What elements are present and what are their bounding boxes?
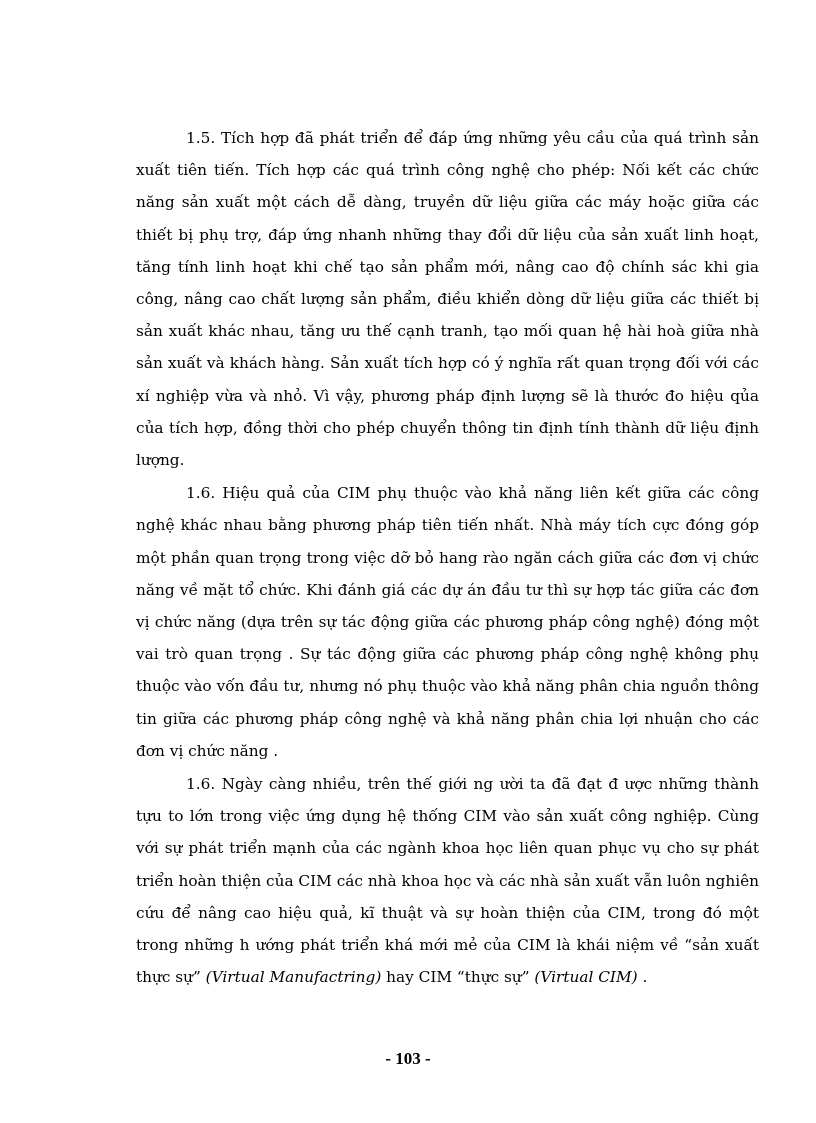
page-number: - 103 - <box>385 1049 431 1068</box>
paragraph-text-end: . <box>637 968 648 987</box>
paragraph-1-6-cim-development <box>136 768 759 993</box>
paragraph-text: 1.6. Ngày càng nhiều, trên thế giới ng ười ta đã đạt đ ược những thành tựu to lớn trong việc ứng dụng hệ thống CIM vào sản xuất công nghiệp. Cùng với sự phát triển mạnh của các ngành khoa học liên quan phục vụ cho sự phát triển hoàn thiện của CIM các nhà khoa học và các nhà sản xuất vẫn luôn nghiên cứu để nâng cao hiệu quả, kĩ thuật và sự hoàn thiện của CIM, trong đó một trong những h ướng phát triển khá mới mẻ của CIM là khái niệm về “sản xuất thực sự” <box>136 775 759 987</box>
paragraph-1-6-cim-efficiency: 1.6. Hiệu quả của CIM phụ thuộc vào khả năng liên kết giữa các công nghệ khác nhau bằng phương pháp tiên tiến nhất. Nhà máy tích cực đóng góp một phần quan trọng trong việc dỡ bỏ hang rào ngăn cách giữa các đơn vị chức năng về mặt tổ chức. Khi đánh giá các dự án đầu tư thì sự hợp tác giữa các đơn vị chức năng (dựa trên sự tác động giữa các phương pháp công nghệ) đóng một vai trò quan trọng . Sự tác động giữa các phương pháp công nghệ không phụ thuộc vào vốn đầu tư, nhưng nó phụ thuộc vào khả năng phân chia nguồn thông tin giữa các phương pháp công nghệ và khả năng phân chia lợi nhuận cho các đơn vị chức năng . <box>136 484 759 760</box>
paragraph-1-5: 1.5. Tích hợp đã phát triển để đáp ứng những yêu cầu của quá trình sản xuất tiên tiến. Tích hợp các quá trình công nghệ cho phép: Nối kết các chức năng sản xuất một cách dễ dàng, truyền dữ liệu giữa các máy hoặc giữa các thiết bị phụ trợ, đáp ứng nhanh những thay đổi dữ liệu của sản xuất linh hoạt, tăng tính linh hoạt khi chế tạo sản phẩm mới, nâng cao độ chính sác khi gia công, nâng cao chất lượng sản phẩm, điều khiển dòng dữ liệu giữa các thiết bị sản xuất khác nhau, tăng ưu thế cạnh tranh, tạo mối quan hệ hài hoà giữa nhà sản xuất và khách hàng. Sản xuất tích hợp có ý nghĩa rất quan trọng đối với các xí nghiệp vừa và nhỏ. Vì vậy, phương pháp định lượng sẽ là thước đo hiệu qủa của tích hợp, đồng thời cho phép chuyển thông tin định tính thành dữ liệu định lượng. <box>136 129 759 470</box>
document-body <box>136 122 759 993</box>
italic-term-virtual-manufacturing: (Virtual Manufactring) <box>205 968 382 987</box>
italic-term-virtual-cim: (Virtual CIM) <box>534 968 638 987</box>
paragraph-text-mid: hay CIM “thực sự” <box>381 968 535 987</box>
